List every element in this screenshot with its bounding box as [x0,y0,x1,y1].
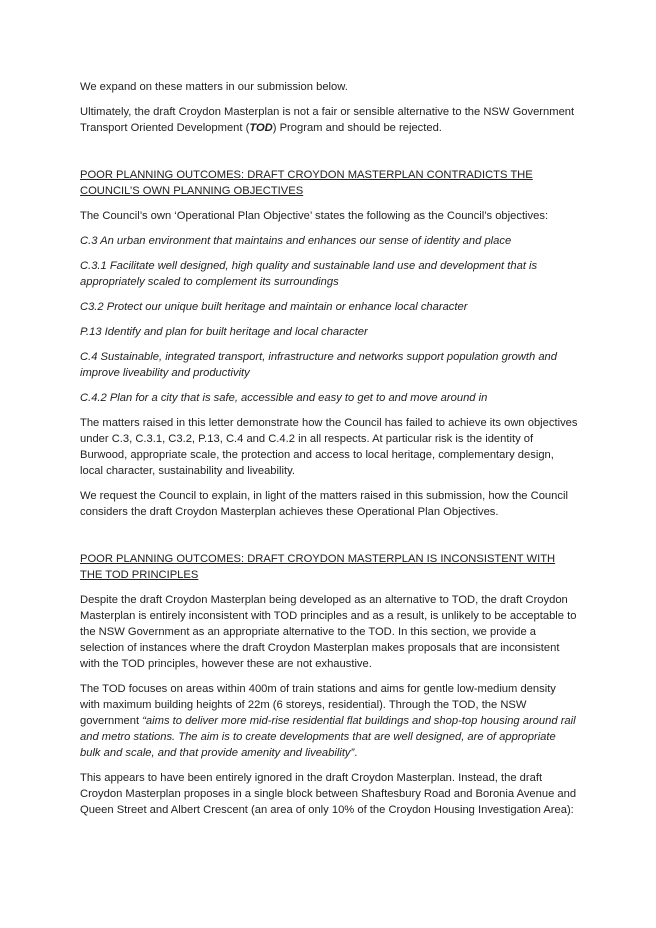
tod-focus-text: The TOD focuses on areas within 400m of train stations and aims for gentle low-medium density with maximum building heights of 22m (6 storeys, residential). Through the TOD, the NSW government [80,683,556,727]
document-body [80,79,578,827]
objective-item: C.3 An urban environment that maintains and enhances our sense of identity and place [80,235,512,247]
conclusion-paragraph [80,104,578,136]
objectives-failure-paragraph: The matters raised in this letter demonstrate how the Council has failed to achieve its own objectives under C.3, C.3.1, C3.2, P.13, C.4 and C.4.2 in all respects. At particular risk is the identity of Burwood, appropriate scale, the protection and access to local heritage, complementary design, local character, sustainability and liveability. [80,417,578,477]
tod-abbreviation: TOD [249,122,273,134]
objective-item: C3.2 Protect our unique built heritage and maintain or enhance local character [80,301,468,313]
objective-item: C.3.1 Facilitate well designed, high quality and sustainable land use and development that is appropriately scaled to complement its surroundings [80,260,538,288]
tod-quote: “aims to deliver more mid-rise residential flat buildings and shop-top housing around rail and metro stations. The aim is to create developments that are well designed, are of appropriate bulk and scale, and that provide amenity and liveability” [80,715,576,759]
objectives-intro: The Council’s own ‘Operational Plan Objective’ states the following as the Council’s objectives: [80,210,549,222]
section-heading-objectives: POOR PLANNING OUTCOMES: DRAFT CROYDON MASTERPLAN CONTRADICTS THE COUNCIL’S OWN PLANNING OBJECTIVES [80,169,533,197]
objective-item: C.4 Sustainable, integrated transport, infrastructure and networks support population growth and improve liveability and productivity [80,351,557,379]
objective-item: P.13 Identify and plan for built heritage and local character [80,326,368,338]
conclusion-text-c: ) Program and should be rejected. [272,122,442,134]
tod-focus-end: . [354,747,358,759]
conclusion-text-a: Ultimately, the draft Croydon Masterplan is not a fair or sensible alternative to the NSW Government Transport Oriented Development ( [80,106,575,134]
section-heading-tod: POOR PLANNING OUTCOMES: DRAFT CROYDON MASTERPLAN IS INCONSISTENT WITH THE TOD PRINCIPLES [80,553,556,581]
tod-inconsistency-paragraph: Despite the draft Croydon Masterplan being developed as an alternative to TOD, the draft Croydon Masterplan is entirely inconsistent with TOD principles and as a result, is unlikely to be acceptable to the NSW Government as an appropriate alternative to the TOD. In this section, we provide a selection of instances where the draft Croydon Masterplan makes proposals that are inconsistent with the TOD principles, however these are not exhaustive. [80,594,577,670]
intro-paragraph: We expand on these matters in our submission below. [80,81,348,93]
tod-ignored-paragraph: This appears to have been entirely ignored in the draft Croydon Masterplan. Instead, the draft Croydon Masterplan proposes in a single block between Shaftesbury Road and Boronia Avenue and Queen Street and Albert Crescent (an area of only 10% of the Croydon Housing Investigation Area): [80,772,577,816]
objective-item: C.4.2 Plan for a city that is safe, accessible and easy to get to and move around in [80,392,488,404]
tod-focus-paragraph [80,681,578,761]
objectives-request-paragraph: We request the Council to explain, in light of the matters raised in this submission, how the Council considers the draft Croydon Masterplan achieves these Operational Plan Objectives. [80,490,568,518]
